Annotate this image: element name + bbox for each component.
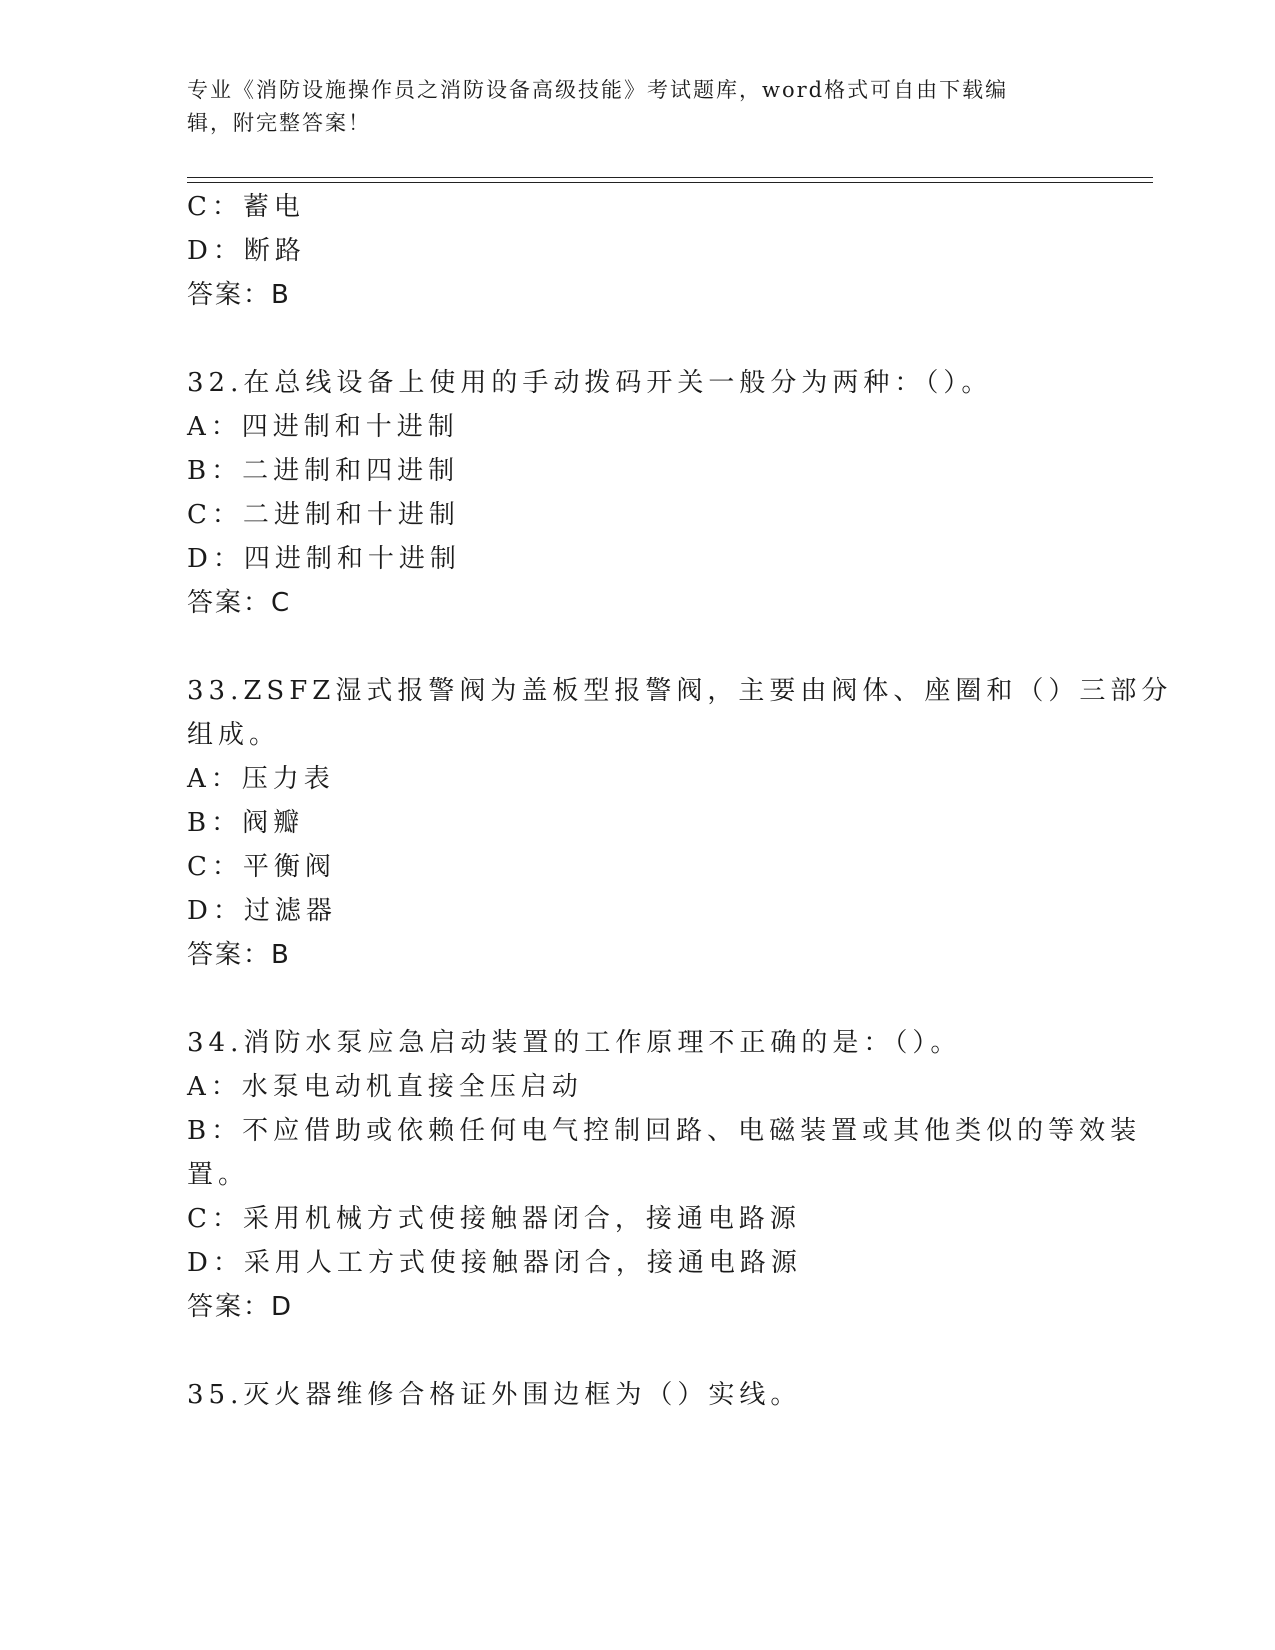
question-33-option-c: C：平衡阀 <box>187 852 336 882</box>
question-35-stem: 35.灭火器维修合格证外围边框为（）实线。 <box>187 1380 802 1410</box>
question-32-option-d: D：四进制和十进制 <box>187 544 461 574</box>
question-33-option-b: B：阀瓣 <box>187 808 305 838</box>
question-32-stem: 32.在总线设备上使用的手动拨码开关一般分为两种：（）。 <box>187 368 993 398</box>
header-divider-bottom <box>187 182 1153 183</box>
answer: 答案：B <box>187 280 291 310</box>
header-divider-top <box>187 177 1153 178</box>
option-d: D：断路 <box>187 236 306 266</box>
question-33-answer: 答案：B <box>187 940 291 970</box>
header-line-2: 辑，附完整答案！ <box>187 111 371 135</box>
document-header <box>187 74 1087 140</box>
question-34-option-c: C：采用机械方式使接触器闭合，接通电路源 <box>187 1204 801 1234</box>
question-32-option-a: A：四进制和十进制 <box>187 412 459 442</box>
question-33-option-d: D：过滤器 <box>187 896 337 926</box>
question-32-option-c: C：二进制和十进制 <box>187 500 460 530</box>
question-33-stem-line-2: 组成。 <box>187 720 281 750</box>
question-33-option-a: A：压力表 <box>187 764 335 794</box>
question-34-option-d: D：采用人工方式使接触器闭合，接通电路源 <box>187 1248 802 1278</box>
question-34-option-b-line-1: B：不应借助或依赖任何电气控制回路、电磁装置或其他类似的等效装 <box>187 1116 1142 1146</box>
question-34-stem: 34.消防水泵应急启动装置的工作原理不正确的是：（）。 <box>187 1028 962 1058</box>
question-32-option-b: B：二进制和四进制 <box>187 456 460 486</box>
question-33-stem-line-1: 33.ZSFZ湿式报警阀为盖板型报警阀，主要由阀体、座圈和（）三部分 <box>187 676 1173 706</box>
option-c: C：蓄电 <box>187 192 305 222</box>
header-line-1: 专业《消防设施操作员之消防设备高级技能》考试题库，word格式可自由下载编 <box>187 78 1009 102</box>
question-34-option-b-line-2: 置。 <box>187 1160 250 1190</box>
question-34-answer: 答案：D <box>187 1292 294 1322</box>
question-32-answer: 答案：C <box>187 588 292 618</box>
question-34-option-a: A：水泵电动机直接全压启动 <box>187 1072 583 1102</box>
